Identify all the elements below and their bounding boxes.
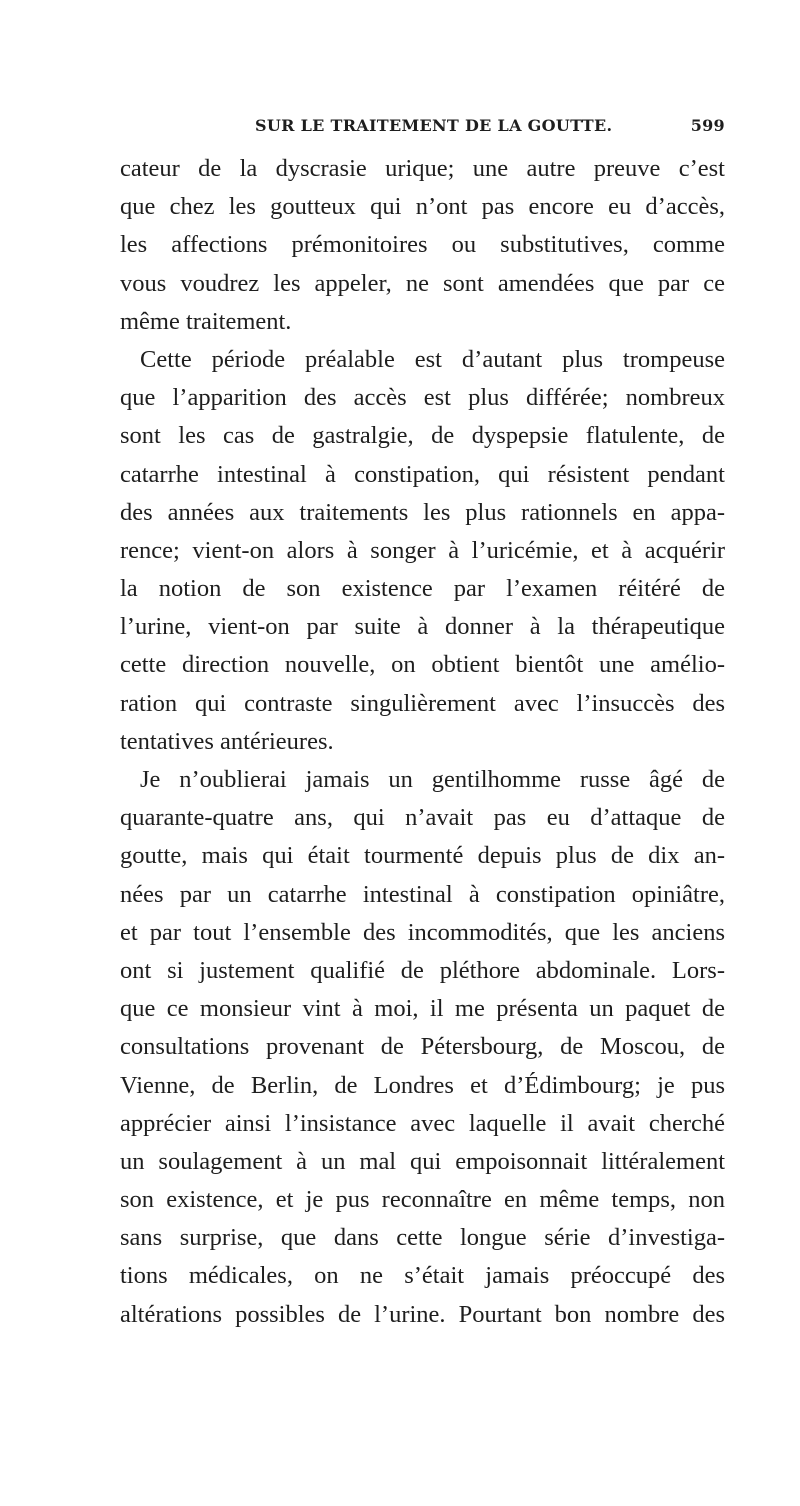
text-line: sans surprise, que dans cette longue série d’investiga-	[120, 1224, 725, 1252]
text-line: et par tout l’ensemble des incommodités, que les anciens	[120, 918, 725, 946]
text-line: goutte, mais qui était tourmenté depuis plus de dix an-	[120, 842, 725, 870]
text-line: même traitement.	[120, 307, 292, 335]
text-line: que chez les goutteux qui n’ont pas encore eu d’accès,	[120, 193, 725, 221]
text-line: apprécier ainsi l’insistance avec laquelle il avait cherché	[120, 1109, 725, 1137]
text-line: rence; vient-on alors à songer à l’uricémie, et à acquérir	[120, 536, 725, 564]
text-line: Cette période préalable est d’autant plus trompeuse	[140, 345, 725, 373]
text-line: la notion de son existence par l’examen réitéré de	[120, 575, 725, 603]
text-line: tentatives antérieures.	[120, 727, 334, 755]
text-line: que l’apparition des accès est plus différée; nombreux	[120, 384, 725, 412]
text-line: Je n’oublierai jamais un gentilhomme russe âgé de	[140, 766, 725, 793]
text-line: sont les cas de gastralgie, de dyspepsie flatulente, de	[120, 422, 725, 450]
text-line: que ce monsieur vint à moi, il me présenta un paquet de	[120, 995, 725, 1023]
text-line: son existence, et je pus reconnaître en même temps, non	[120, 1186, 725, 1214]
text-line: cateur de la dyscrasie urique; une autre preuve c’est	[120, 155, 725, 182]
text-line: nées par un catarrhe intestinal à constipation opiniâtre,	[120, 880, 725, 908]
text-line: ont si justement qualifié de pléthore abdominale. Lors-	[120, 956, 725, 984]
text-line: des années aux traitements les plus rationnels en appa-	[120, 498, 725, 526]
page-number: 599	[690, 116, 725, 135]
text-line: un soulagement à un mal qui empoisonnait littéralement	[120, 1147, 725, 1175]
body-text	[120, 150, 725, 1334]
text-line: quarante-quatre ans, qui n’avait pas eu d’attaque de	[120, 804, 725, 832]
text-line: consultations provenant de Pétersbourg, de Moscou, de	[120, 1033, 725, 1061]
text-line: tions médicales, on ne s’était jamais préoccupé des	[120, 1262, 725, 1290]
text-line: vous voudrez les appeler, ne sont amendées que par ce	[120, 269, 725, 297]
text-line: l’urine, vient-on par suite à donner à la thérapeutique	[120, 613, 725, 641]
text-line: Vienne, de Berlin, de Londres et d’Édimbourg; je pus	[120, 1071, 725, 1099]
text-line: ration qui contraste singulièrement avec l’insuccès des	[120, 689, 725, 717]
text-line: les affections prémonitoires ou substitutives, comme	[120, 231, 725, 259]
text-line: altérations possibles de l’urine. Pourtant bon nombre des	[120, 1300, 725, 1328]
running-head-title: SUR LE TRAITEMENT DE LA GOUTTE.	[255, 116, 613, 135]
running-head	[120, 116, 725, 142]
text-line: cette direction nouvelle, on obtient bientôt une amélio-	[120, 651, 725, 679]
text-line: catarrhe intestinal à constipation, qui résistent pendant	[120, 460, 725, 488]
